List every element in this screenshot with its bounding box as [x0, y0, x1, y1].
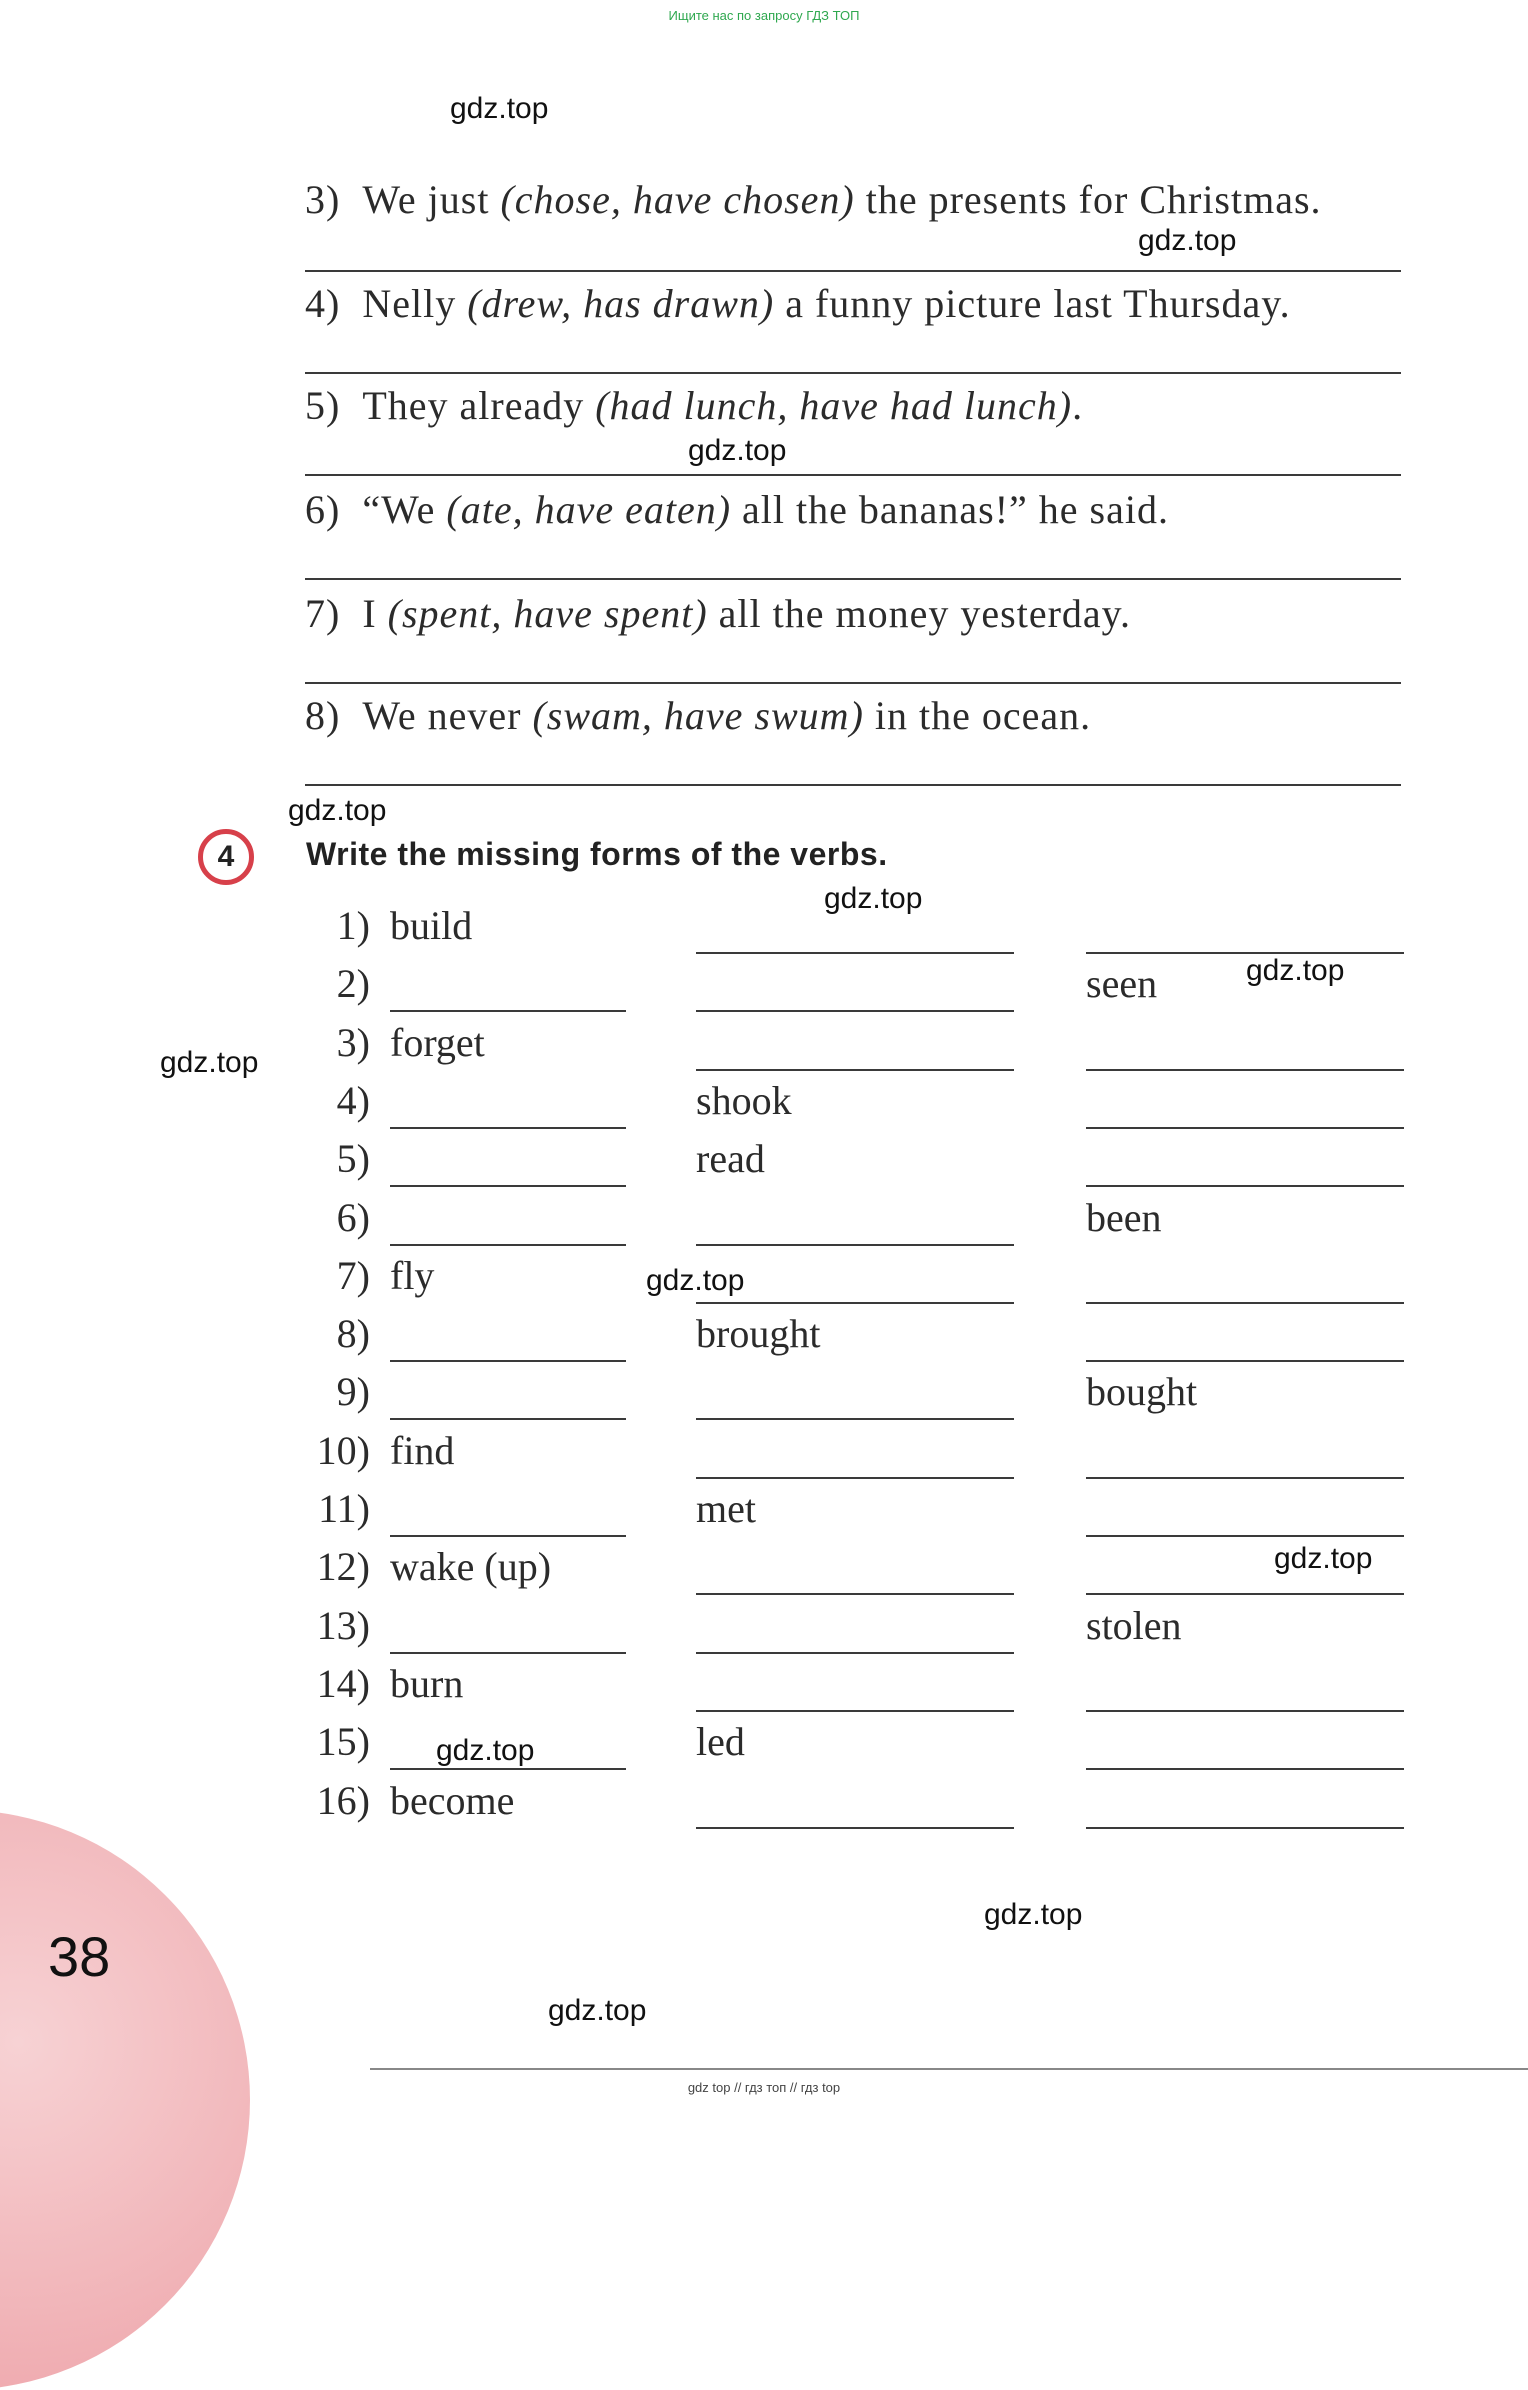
row-number: 1) — [336, 903, 370, 948]
top-search-note: Ищите нас по запросу ГДЗ ТОП — [668, 8, 860, 23]
base-form-blank[interactable] — [390, 1185, 626, 1187]
page-number: 38 — [48, 1925, 111, 1988]
row-number: 6) — [336, 1195, 370, 1240]
row-number: 5) — [336, 1136, 370, 1181]
watermark: gdz.top — [436, 1734, 535, 1767]
exercise3-item: 4) Nelly (drew, has drawn) a funny picture last Thursday. — [305, 281, 1291, 326]
answer-line[interactable] — [305, 578, 1401, 580]
past-form-blank[interactable] — [696, 1302, 1014, 1304]
participle-form: stolen — [1086, 1603, 1182, 1648]
page-bottom-edge — [370, 2068, 1528, 2070]
participle-form-blank[interactable] — [1086, 1535, 1404, 1537]
base-form: forget — [390, 1020, 485, 1065]
participle-form-blank[interactable] — [1086, 1593, 1404, 1595]
exercise3-item: 7) I (spent, have spent) all the money yesterday. — [305, 591, 1132, 636]
base-form: burn — [390, 1661, 464, 1706]
exercise3-item: 5) They already (had lunch, have had lunch). — [305, 383, 1084, 428]
row-number: 2) — [336, 961, 370, 1006]
base-form: build — [390, 903, 473, 948]
watermark: gdz.top — [824, 882, 923, 915]
watermark: gdz.top — [288, 794, 387, 827]
watermark: gdz.top — [984, 1898, 1083, 1931]
exercise3-item: 3) We just (chose, have chosen) the presents for Christmas. — [305, 177, 1322, 222]
base-form: become — [390, 1778, 515, 1823]
base-form-blank[interactable] — [390, 1652, 626, 1654]
watermark: gdz.top — [1274, 1542, 1373, 1575]
participle-form-blank[interactable] — [1086, 1710, 1404, 1712]
participle-form-blank[interactable] — [1086, 1185, 1404, 1187]
past-form-blank[interactable] — [696, 1477, 1014, 1479]
row-number: 11) — [318, 1486, 370, 1531]
answer-line[interactable] — [305, 270, 1401, 272]
participle-form-blank[interactable] — [1086, 1302, 1404, 1304]
participle-form: been — [1086, 1195, 1162, 1240]
base-form-blank[interactable] — [390, 1244, 626, 1246]
past-form-blank[interactable] — [696, 1652, 1014, 1654]
answer-line[interactable] — [305, 372, 1401, 374]
past-form-blank[interactable] — [696, 1418, 1014, 1420]
past-form-blank[interactable] — [696, 952, 1014, 954]
exercise3-item: 6) “We (ate, have eaten) all the bananas!” he said. — [305, 487, 1169, 532]
corner-decoration — [0, 1810, 250, 2390]
row-number: 3) — [336, 1020, 370, 1065]
watermark: gdz.top — [1138, 224, 1237, 257]
watermark: gdz.top — [688, 434, 787, 467]
participle-form-blank[interactable] — [1086, 1127, 1404, 1129]
watermark: gdz.top — [1246, 954, 1345, 987]
exercise-title: Write the missing forms of the verbs. — [306, 836, 888, 872]
watermark: gdz.top — [160, 1046, 259, 1079]
watermark: gdz.top — [450, 92, 549, 125]
row-number: 15) — [316, 1719, 370, 1764]
past-form-blank[interactable] — [696, 1710, 1014, 1712]
base-form-blank[interactable] — [390, 1535, 626, 1537]
participle-form-blank[interactable] — [1086, 1360, 1404, 1362]
base-form-blank[interactable] — [390, 1360, 626, 1362]
row-number: 16) — [316, 1778, 370, 1823]
participle-form: bought — [1086, 1369, 1198, 1414]
exercise3-item: 8) We never (swam, have swum) in the ocean. — [305, 693, 1092, 738]
row-number: 14) — [316, 1661, 370, 1706]
row-number: 10) — [316, 1428, 370, 1473]
base-form: fly — [390, 1253, 435, 1298]
base-form-blank[interactable] — [390, 1127, 626, 1129]
row-number: 8) — [336, 1311, 370, 1356]
participle-form-blank[interactable] — [1086, 1827, 1404, 1829]
participle-form-blank[interactable] — [1086, 952, 1404, 954]
past-form-blank[interactable] — [696, 1244, 1014, 1246]
past-form: read — [696, 1136, 765, 1181]
past-form-blank[interactable] — [696, 1827, 1014, 1829]
answer-line[interactable] — [305, 682, 1401, 684]
past-form: shook — [696, 1078, 792, 1123]
past-form-blank[interactable] — [696, 1069, 1014, 1071]
base-form: wake (up) — [390, 1544, 552, 1589]
past-form: brought — [696, 1311, 821, 1356]
past-form: met — [696, 1486, 756, 1531]
base-form-blank[interactable] — [390, 1010, 626, 1012]
answer-line[interactable] — [305, 474, 1401, 476]
watermark: gdz.top — [548, 1994, 647, 2027]
exercise-number-badge: 4 — [198, 829, 254, 885]
participle-form-blank[interactable] — [1086, 1768, 1404, 1770]
participle-form: seen — [1086, 961, 1158, 1006]
answer-line[interactable] — [305, 784, 1401, 786]
participle-form-blank[interactable] — [1086, 1069, 1404, 1071]
base-form-blank[interactable] — [390, 1768, 626, 1770]
past-form: led — [696, 1719, 745, 1764]
row-number: 4) — [336, 1078, 370, 1123]
row-number: 13) — [316, 1603, 370, 1648]
base-form-blank[interactable] — [390, 1418, 626, 1420]
bottom-note: gdz top // гдз топ // гдз top — [687, 2080, 841, 2095]
row-number: 9) — [336, 1369, 370, 1414]
past-form-blank[interactable] — [696, 1010, 1014, 1012]
row-number: 7) — [336, 1253, 370, 1298]
past-form-blank[interactable] — [696, 1593, 1014, 1595]
base-form: find — [390, 1428, 455, 1473]
watermark: gdz.top — [646, 1264, 745, 1297]
participle-form-blank[interactable] — [1086, 1477, 1404, 1479]
row-number: 12) — [316, 1544, 370, 1589]
